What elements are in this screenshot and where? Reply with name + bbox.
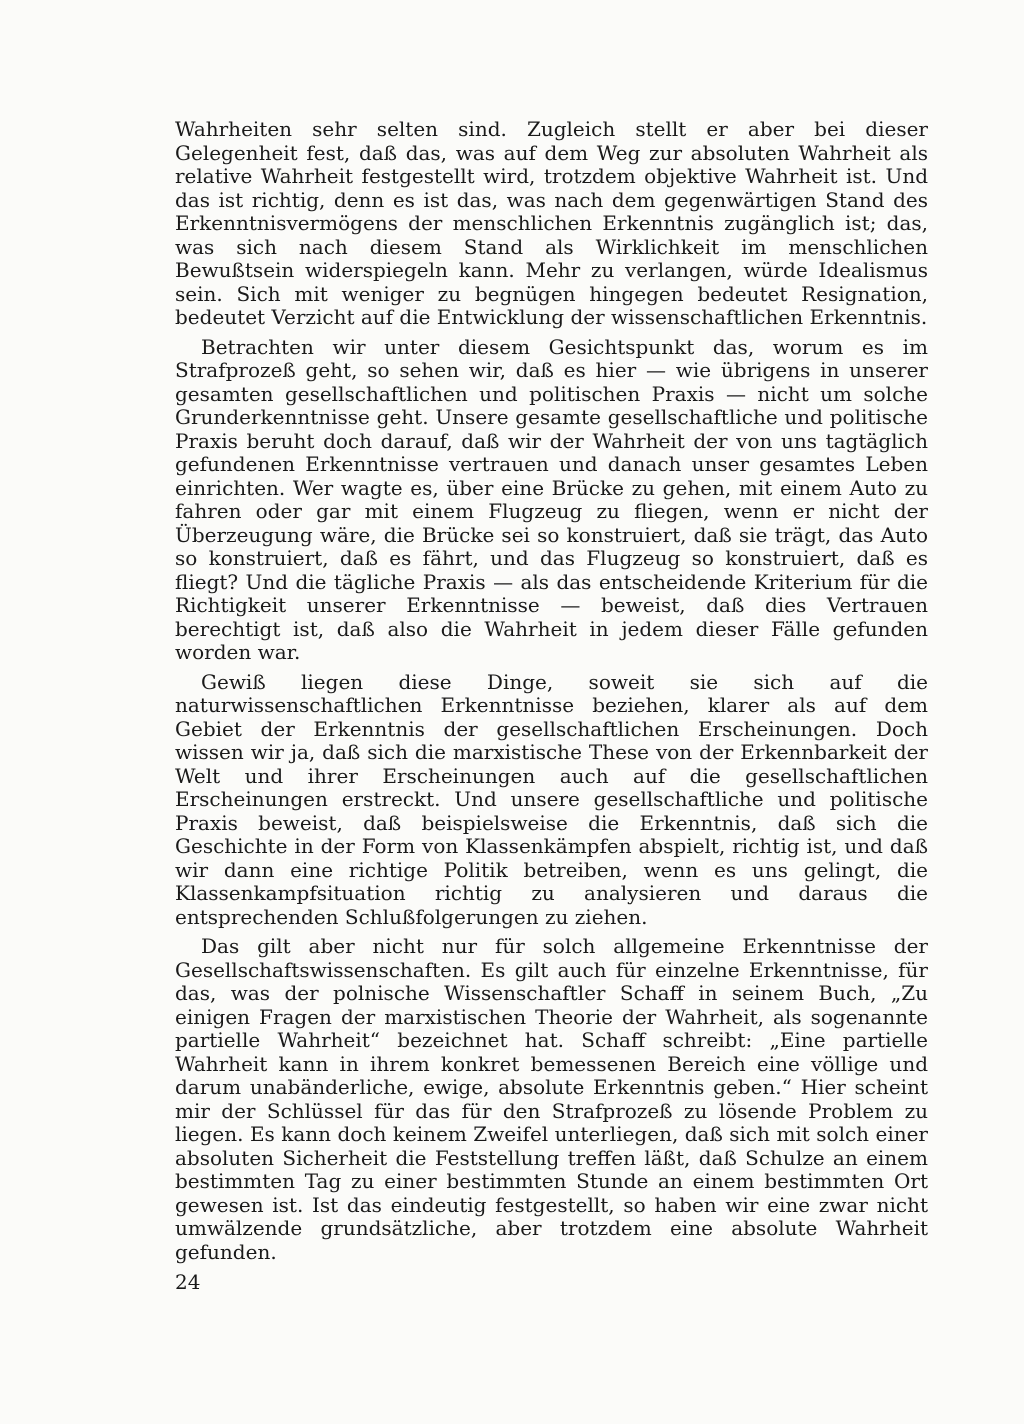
paragraph-3: Gewiß liegen diese Dinge, soweit sie sich auf die naturwissenschaftlichen Erkenntnisse beziehen, klarer als auf dem Gebiet der Erkenntnis der gesellschaftlichen Erscheinungen. Doch wissen wir ja, daß sich die marxistische These von der Erkennbarkeit der Welt und ihrer Erscheinungen auch auf die gesellschaftlichen Erscheinungen erstreckt. Und unsere gesellschaftliche und politische Praxis beweist, daß beispielsweise die Erkenntnis, daß sich die Geschichte in der Form von Klassenkämpfen abspielt, richtig ist, und daß wir dann eine richtige Politik betreiben, wenn es uns gelingt, die Klassenkampfsituation richtig zu analysieren und daraus die entsprechenden Schlußfolgerungen zu ziehen.: [175, 669, 928, 929]
paragraph-4: Das gilt aber nicht nur für solch allgemeine Erkenntnisse der Gesellschaftswissenschaften. Es gilt auch für einzelne Erkenntnisse, für das, was der polnische Wissenschaftler Schaff in seinem Buch, „Zu einigen Fragen der marxistischen Theorie der Wahrheit, als sogenannte partielle Wahrheit“ bezeichnet hat. Schaff schreibt: „Eine partielle Wahrheit kann in ihrem konkret bemessenen Bereich eine völlige und darum unabänderliche, ewige, absolute Erkenntnis geben.“ Hier scheint mir der Schlüssel für das für den Strafprozeß zu lösende Problem zu liegen. Es kann doch keinem Zweifel unterliegen, daß sich mit solch einer absoluten Sicherheit die Feststellung treffen läßt, daß Schulze an einem bestimmten Tag zu einer bestimmten Stunde an einem bestimmten Ort gewesen ist. Ist das eindeutig festgestellt, so haben wir eine zwar nicht umwälzende grundsätzliche, aber trotzdem eine absolute Wahrheit gefunden.: [175, 934, 928, 1264]
body-text: [175, 118, 928, 1264]
page-number: 24: [175, 1270, 201, 1294]
paragraph-1: Wahrheiten sehr selten sind. Zugleich stellt er aber bei dieser Gelegenheit fest, daß das, was auf dem Weg zur absoluten Wahrheit als relative Wahrheit festgestellt wird, trotzdem objektive Wahrheit ist. Und das ist richtig, denn es ist das, was nach dem gegenwärtigen Stand des Erkenntnisvermögens der menschlichen Erkenntnis zugänglich ist; das, was sich nach diesem Stand als Wirklichkeit im menschlichen Bewußtsein widerspiegeln kann. Mehr zu verlangen, würde Idealismus sein. Sich mit weniger zu begnügen hingegen bedeutet Resignation, bedeutet Verzicht auf die Entwicklung der wissenschaftlichen Erkenntnis.: [175, 117, 928, 329]
paragraph-2: Betrachten wir unter diesem Gesichtspunkt das, worum es im Strafprozeß geht, so sehen wir, daß es hier — wie übrigens in unserer gesamten gesellschaftlichen und politischen Praxis — nicht um solche Grunderkenntnisse geht. Unsere gesamte gesellschaftliche und politische Praxis beruht doch darauf, daß wir der Wahrheit der von uns tagtäglich gefundenen Erkenntnisse vertrauen und danach unser gesamtes Leben einrichten. Wer wagte es, über eine Brücke zu gehen, mit einem Auto zu fahren oder gar mit einem Flugzeug zu fliegen, wenn er nicht der Überzeugung wäre, die Brücke sei so konstruiert, daß sie trägt, das Auto so konstruiert, daß es fährt, und das Flugzeug so konstruiert, daß es fliegt? Und die tägliche Praxis — als das entscheidende Kriterium für die Richtigkeit unserer Erkenntnisse — beweist, daß dies Vertrauen berechtigt ist, daß also die Wahrheit in jedem dieser Fälle gefunden worden war.: [175, 334, 928, 664]
